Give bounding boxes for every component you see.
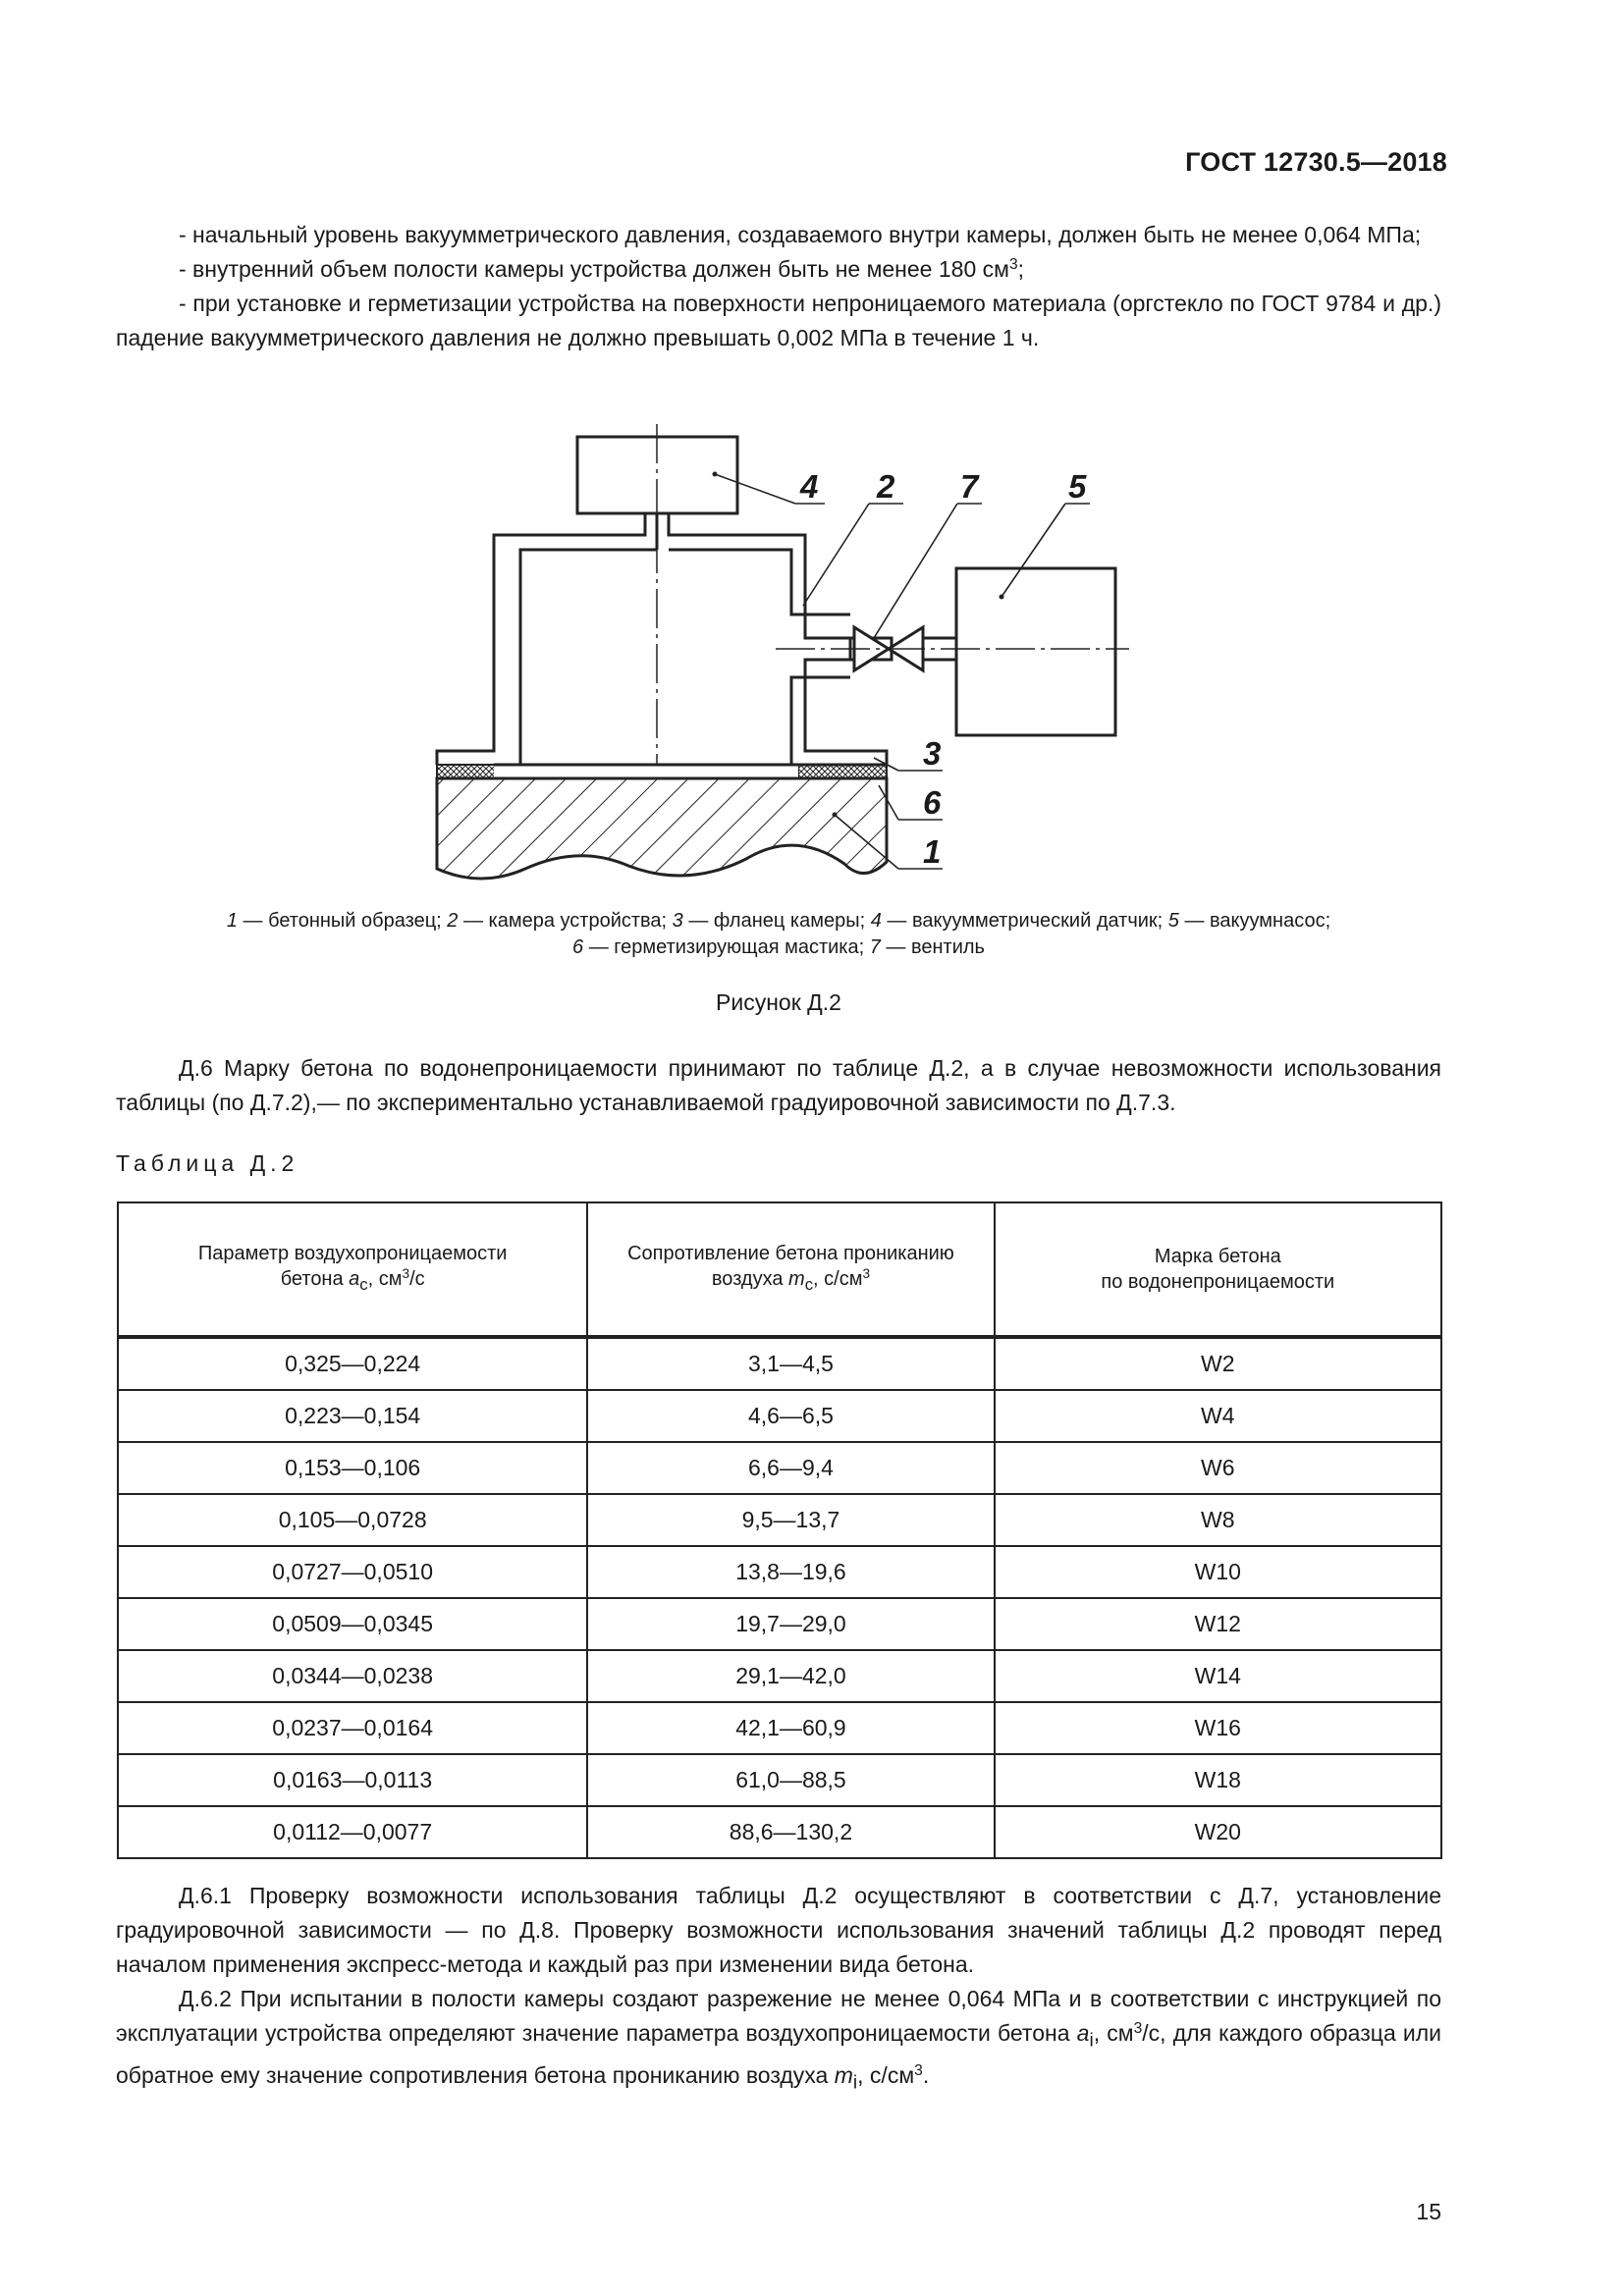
label-4: 4: [800, 468, 819, 505]
paragraph-d62: Д.6.2 При испытании в полости камеры создают разрежение не менее 0,064 МПа и в соответствии с инструкцией по эксплуатации устройства определяют значение параметра воздухопроницаемости бетона $a_i$, $см^3/с$, для каждого образца или обратное ему значение сопротивления бетона прониканию воздуха $m_i$, $с/см^3$.: [116, 1986, 1441, 2094]
label-2: 2: [877, 468, 895, 505]
paragraph-d6: Д.6 Марку бетона по водонепроницаемости принимают по таблице Д.2, а в случае невозможности использования таблицы (по Д.7.2),— по экспериментально устанавливаемой градуировочной зависимости по Д.7.3.: [116, 1055, 1441, 1115]
table-row: 0,325—0,224 3,1—4,5 W2: [118, 1337, 1441, 1390]
page-number: 15: [1416, 2199, 1441, 2224]
requirements-list: [116, 218, 1441, 355]
chamber-inner: [520, 550, 850, 765]
label-6: 6: [923, 784, 942, 821]
table-d2: [117, 1201, 1442, 1859]
table-row: 0,0237—0,0164 42,1—60,9 W16: [118, 1702, 1441, 1754]
device-diagram: [422, 417, 1168, 888]
paragraphs-d61-d62: [116, 1879, 1441, 2100]
table-row: 0,0112—0,0077 88,6—130,2 W20: [118, 1806, 1441, 1858]
chamber-wall: [437, 513, 887, 765]
header-water-grade: Марка бетона по водонепроницаемости: [995, 1202, 1441, 1337]
requirement-item-1: - начальный уровень вакуумметрического давления, создаваемого внутри камеры, должен быть не менее 0,064 МПа;: [179, 222, 1422, 247]
concrete-sample: [437, 778, 887, 879]
table-row: 0,0727—0,0510 13,8—19,6 W10: [118, 1546, 1441, 1598]
label-1: 1: [923, 833, 942, 870]
table-row: 0,223—0,154 4,6—6,5 W4: [118, 1390, 1441, 1442]
label-5: 5: [1068, 468, 1087, 505]
table-row: 0,0163—0,0113 61,0—88,5 W18: [118, 1754, 1441, 1806]
document-code: ГОСТ 12730.5—2018: [1185, 147, 1447, 177]
table-row: 0,153—0,106 6,6—9,4 W6: [118, 1442, 1441, 1494]
sealing-mastic-right: [798, 765, 887, 778]
table-row: 0,0344—0,0238 29,1—42,0 W14: [118, 1650, 1441, 1702]
table-caption: Таблица Д.2: [116, 1150, 299, 1176]
figure-d2: [422, 417, 1168, 888]
label-3: 3: [923, 735, 942, 772]
table-row: 0,105—0,0728 9,5—13,7 W8: [118, 1494, 1441, 1546]
header-air-resistance: Сопротивление бетона прониканию воздуха $m_c$, $с/см^3$: [587, 1202, 994, 1337]
table-row: 0,0509—0,0345 19,7—29,0 W12: [118, 1598, 1441, 1650]
header-air-permeability: Параметр воздухопроницаемости бетона $a_c$, $см^3/с$: [118, 1202, 587, 1337]
requirement-item-2: - внутренний объем полости камеры устройства должен быть не менее 180 $см^3$;: [179, 256, 1025, 282]
label-7: 7: [960, 468, 979, 505]
paragraph-d61: Д.6.1 Проверку возможности использования таблицы Д.2 осуществляют в соответствии с Д.7, установление градуировочной зависимости — по Д.8. Проверку возможности использования значений таблицы Д.2 проводят перед началом применения экспресс-метода и каждый раз при изменении вида бетона.: [116, 1883, 1441, 1977]
requirement-item-3: - при установке и герметизации устройства на поверхности непроницаемого материала (оргстекло по ГОСТ 9784 и др.) падение вакуумметрического давления не должно превышать 0,002 МПа в течение 1 ч.: [116, 291, 1441, 350]
figure-legend: 1 — бетонный образец; 2 — камера устройства; 3 — фланец камеры; 4 — вакуумметрический датчик; 5 — вакуумнасос; 6 — герметизирующая мастика; 7 — вентиль: [226, 910, 1331, 958]
vacuum-pump: [956, 568, 1115, 735]
figure-caption: Рисунок Д.2: [716, 989, 841, 1015]
